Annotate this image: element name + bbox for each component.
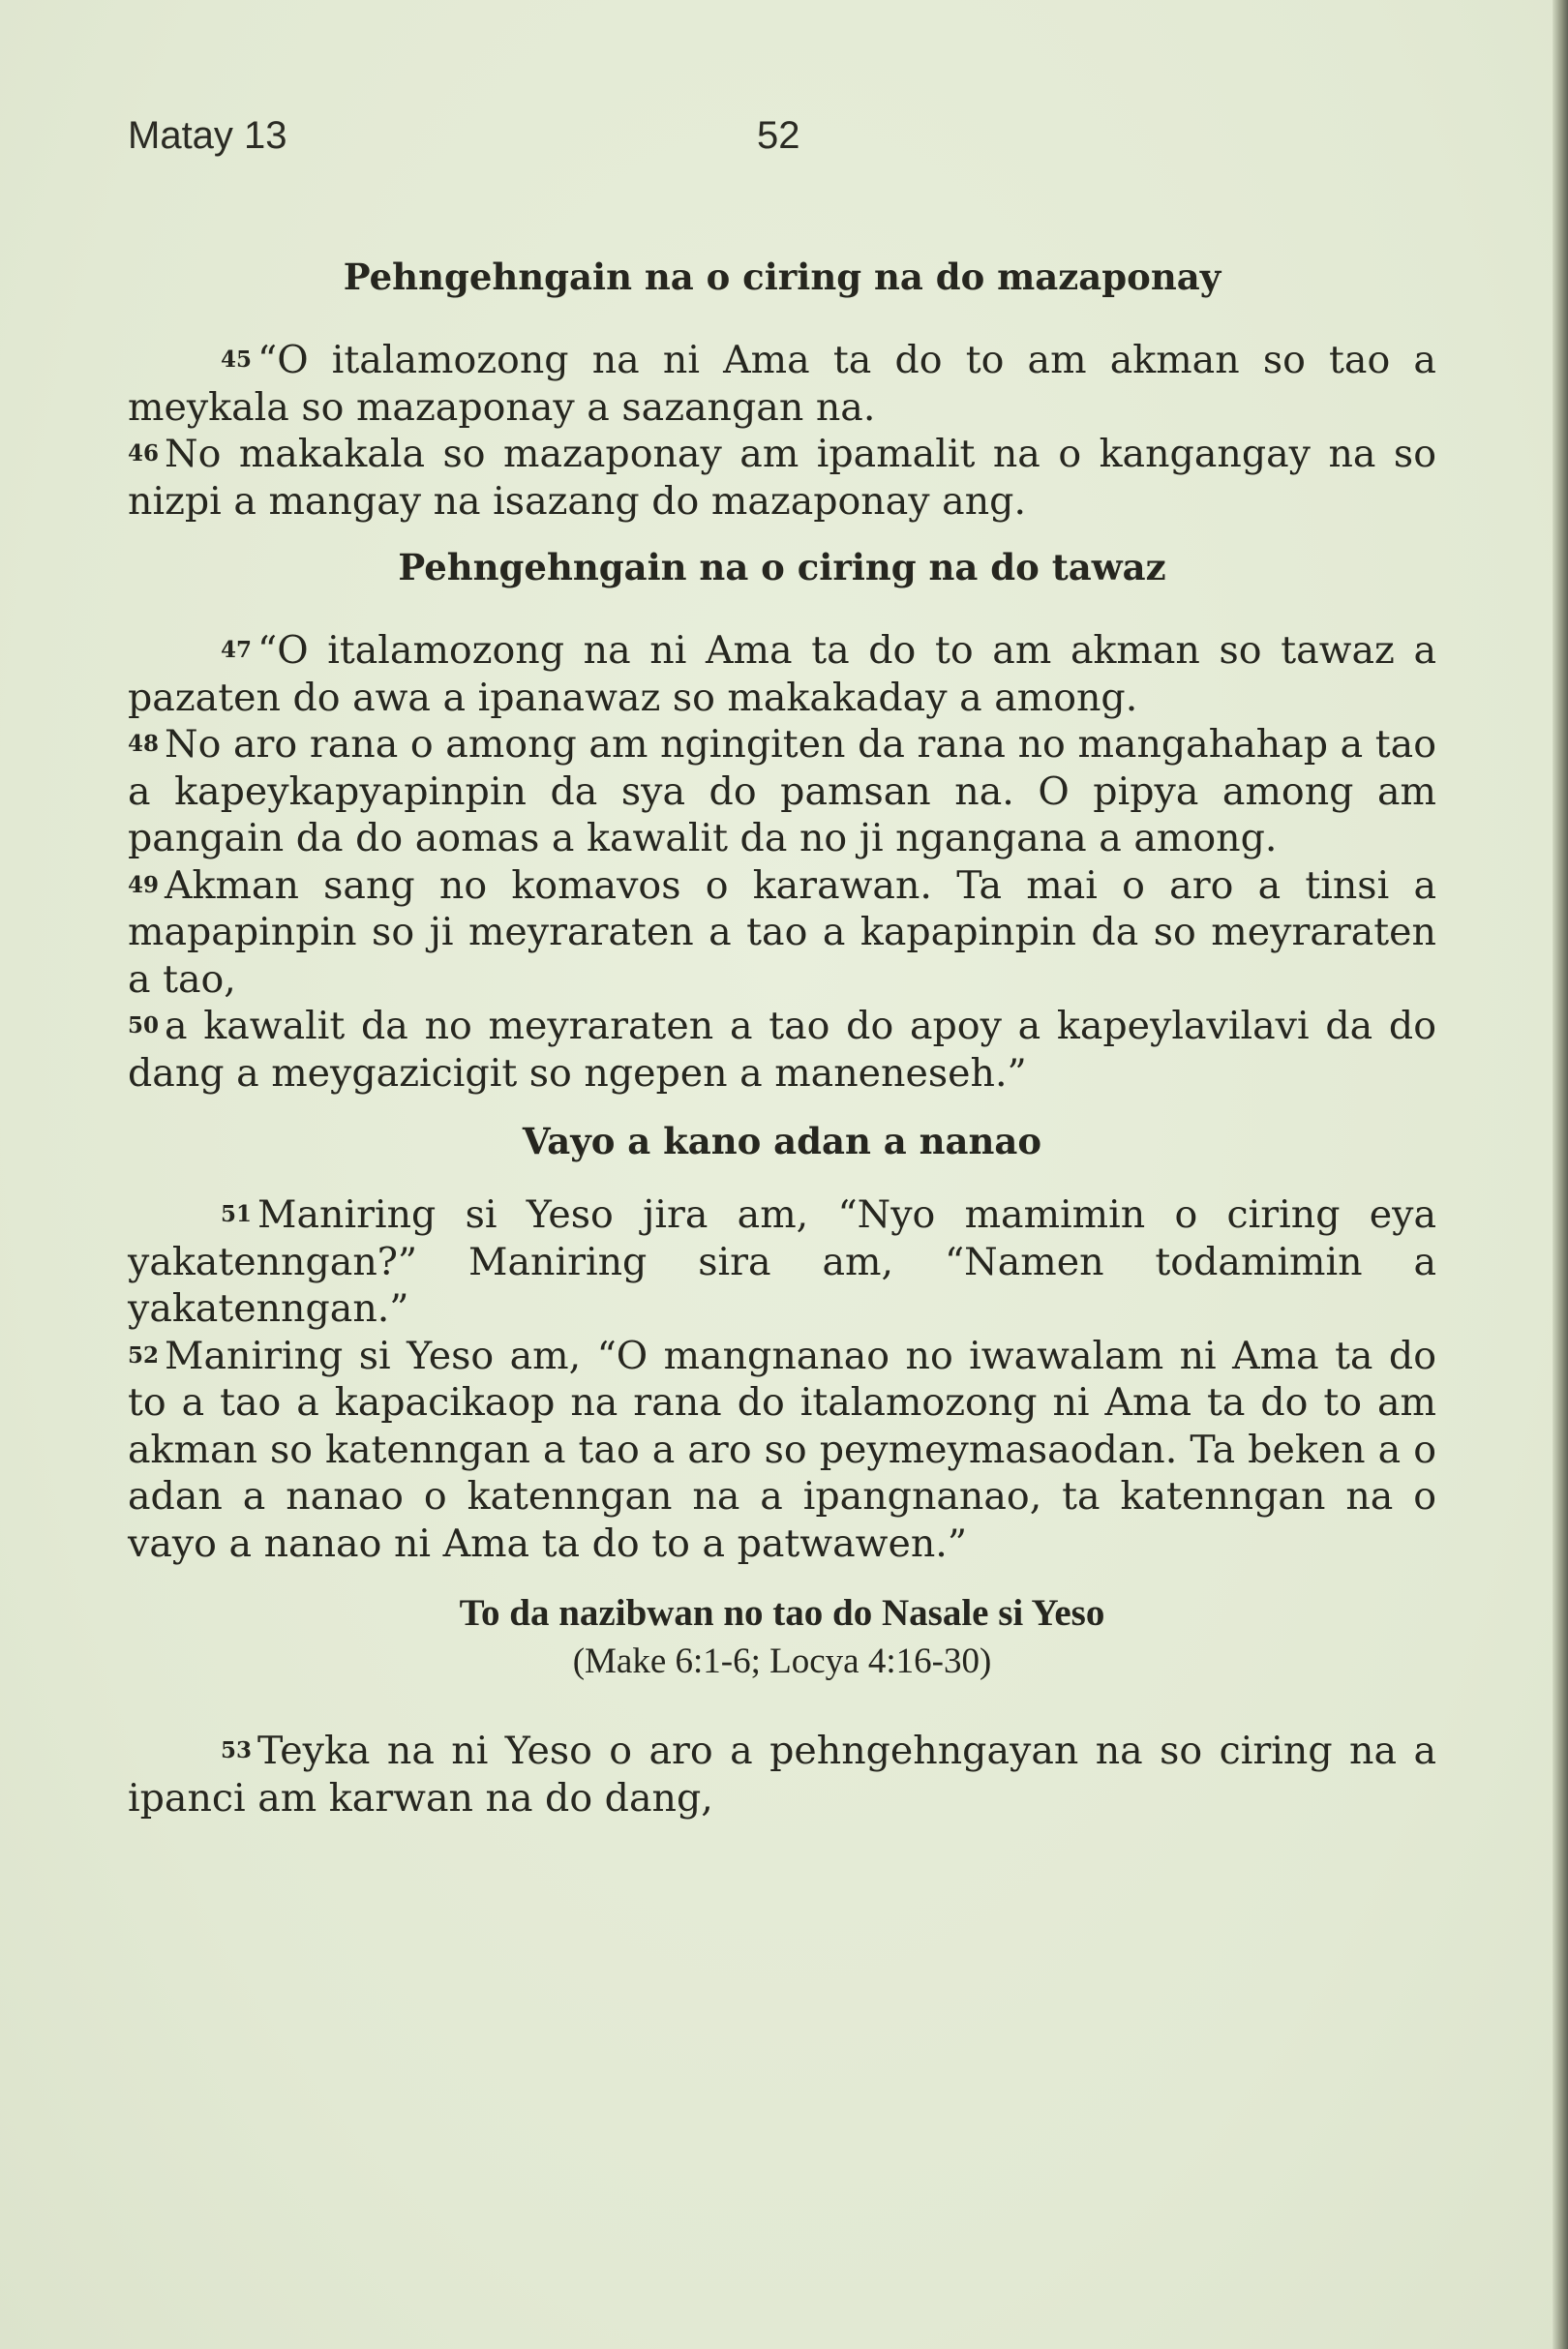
section-heading: To da nazibwan no tao do Nasale si Yeso xyxy=(459,1592,1105,1634)
verse-text: Teyka na ni Yeso o aro a pehngehngayan na so ciring na a ipanci am karwan na do dang, xyxy=(128,1729,1436,1821)
verse-45 xyxy=(128,337,1436,431)
verse-number: 46 xyxy=(128,440,160,467)
verse-52 xyxy=(128,1333,1436,1568)
verse-number: 53 xyxy=(221,1737,253,1763)
verse-49 xyxy=(128,862,1436,1004)
page-number: 52 xyxy=(757,114,800,157)
cross-reference: (Make 6:1-6; Locya 4:16-30) xyxy=(572,1641,992,1681)
verse-text: No makakala so mazaponay am ipamalit na o kangangay na so nizpi a mangay na isazang do mazaponay ang. xyxy=(128,432,1436,524)
verse-number: 48 xyxy=(128,731,160,757)
verse-text: “O italamozong na ni Ama ta do to am akman so tao a meykala so mazaponay a sazangan na. xyxy=(128,338,1436,430)
section-heading: Pehngehngain na o ciring na do tawaz xyxy=(398,546,1166,588)
verse-number: 51 xyxy=(221,1201,253,1227)
verse-number: 50 xyxy=(128,1012,160,1039)
section-heading: Vayo a kano adan a nanao xyxy=(522,1120,1042,1162)
verse-number: 49 xyxy=(128,871,160,898)
verse-text: No aro rana o among am ngingiten da rana no mangahahap a tao a kapeykapyapinpin da sya do pamsan na. O pipya among am pangain da do aomas a kawalit da no ji ngangana a among. xyxy=(128,722,1436,860)
book-chapter-label: Matay 13 xyxy=(128,114,287,157)
page-edge-shadow xyxy=(1553,0,1568,2349)
verse-46 xyxy=(128,431,1436,525)
verse-number: 45 xyxy=(221,346,253,373)
verse-text: Akman sang no komavos o karawan. Ta mai o aro a tinsi a mapapinpin so ji meyraraten a tao a kapapinpin da so meyraraten a tao, xyxy=(128,862,1436,1002)
verse-53 xyxy=(128,1728,1436,1822)
verse-number: 52 xyxy=(128,1341,160,1369)
section-heading: Pehngehngain na o ciring na do mazaponay xyxy=(343,256,1221,298)
verse-text: “O italamozong na ni Ama ta do to am akman so tawaz a pazaten do awa a ipanawaz so makakaday a among. xyxy=(128,628,1436,720)
verse-47 xyxy=(128,627,1436,721)
verse-51 xyxy=(128,1191,1436,1333)
verse-number: 47 xyxy=(221,637,253,663)
verse-text: Maniring si Yeso am, “O mangnanao no iwawalam ni Ama ta do to a tao a kapacikaop na rana do italamozong ni Ama ta do to am akman so katenngan a tao a aro so peymeymasaodan. Ta beken a o adan a nanao o katenngan na a ipangnanao, ta katenngan na o vayo a nanao ni Ama ta do to a patwawen.” xyxy=(128,1333,1436,1566)
page-body xyxy=(128,254,1436,1822)
verse-48 xyxy=(128,721,1436,862)
verse-text: a kawalit da no meyraraten a tao do apoy a kapeylavilavi da do dang a meygazicigit so ngepen a maneneseh.” xyxy=(128,1004,1436,1096)
verse-50 xyxy=(128,1003,1436,1097)
verse-text: Maniring si Yeso jira am, “Nyo mamimin o ciring eya yakatenngan?” Maniring sira am, “Namen todamimin a yakatenngan.” xyxy=(128,1192,1436,1331)
running-head xyxy=(128,105,1483,163)
